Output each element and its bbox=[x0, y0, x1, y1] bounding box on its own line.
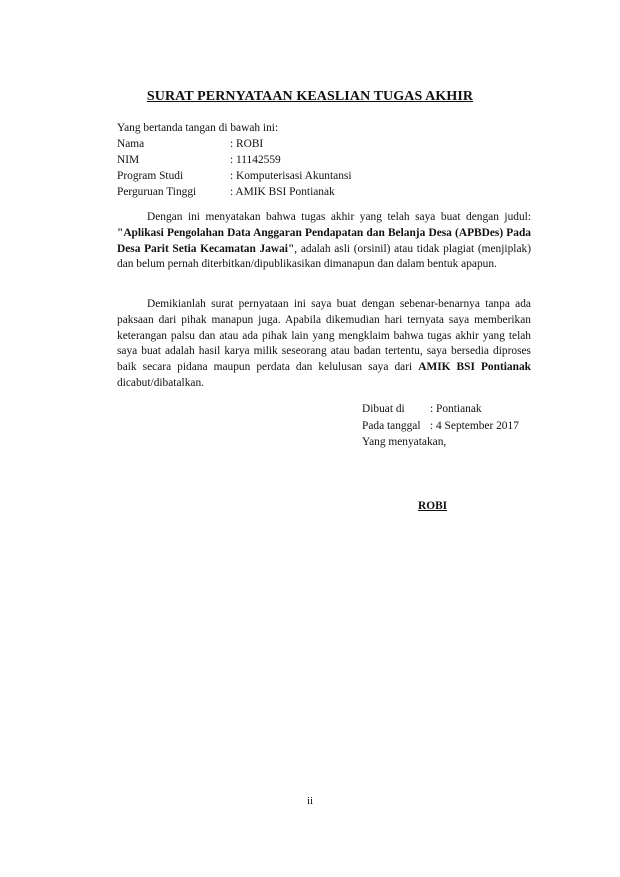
document-title: SURAT PERNYATAAN KEASLIAN TUGAS AKHIR bbox=[146, 89, 474, 104]
closing-text: Yang menyatakan, bbox=[362, 436, 447, 448]
signature-block bbox=[362, 401, 542, 451]
thesis-title: "Aplikasi Pengolahan Data Anggaran Pendapatan dan Belanja Desa (APBDes) Pada Desa Parit Setia Kecamatan Jawai" bbox=[117, 226, 531, 255]
identity-row-program bbox=[117, 168, 531, 184]
signature-date bbox=[362, 418, 542, 435]
identity-row-name bbox=[117, 136, 531, 152]
date-value: : 4 September 2017 bbox=[430, 419, 519, 432]
place-label: Dibuat di bbox=[362, 403, 405, 415]
statement-text: Dengan ini menyatakan bahwa tugas akhir yang telah saya buat dengan judul: bbox=[147, 211, 531, 223]
identity-value: : ROBI bbox=[230, 138, 264, 150]
statement-text-end: , adalah asli (orsinil) atau tidak plagiat (menjiplak) dan belum pernah diterbitkan/dipublikasikan dimanapun dan dalam bentuk apapun. bbox=[117, 242, 531, 271]
identity-value: : 11142559 bbox=[230, 154, 281, 166]
declaration-paragraph bbox=[117, 297, 531, 392]
page-number: ii bbox=[306, 795, 314, 807]
place-value: : Pontianak bbox=[430, 403, 482, 415]
declaration-text-end: dicabut/dibatalkan. bbox=[117, 376, 204, 389]
identity-row-institution bbox=[117, 184, 531, 200]
identity-value: : AMIK BSI Pontianak bbox=[230, 186, 335, 198]
identity-label: Nama bbox=[117, 138, 145, 150]
intro-text: Yang bertanda tangan di bawah ini: bbox=[117, 122, 279, 134]
identity-label: NIM bbox=[117, 154, 140, 166]
signature-place bbox=[362, 401, 542, 418]
signer-name: ROBI bbox=[418, 500, 448, 512]
identity-value: : Komputerisasi Akuntansi bbox=[230, 170, 352, 182]
identity-label: Perguruan Tinggi bbox=[117, 186, 197, 198]
identity-block bbox=[117, 120, 531, 200]
identity-row-nim bbox=[117, 152, 531, 168]
institution-name: AMIK BSI Pontianak bbox=[418, 361, 531, 374]
identity-label: Program Studi bbox=[117, 170, 184, 182]
date-label: Pada tanggal bbox=[362, 419, 421, 432]
declaration-text: Demikianlah surat pernyataan ini saya buat dengan sebenar-benarnya tanpa ada paksaan dari pihak manapun juga. Apabila dikemudian hari ternyata saya memberikan keterangan palsu dan atau ada pihak lain yang mengklaim bahwa tugas akhir yang telah saya buat adalah hasil karya milik seseorang atau badan tertentu, saya bersedia diproses baik secara pidana maupun perdata dan kelulusan saya dari bbox=[117, 298, 531, 374]
statement-paragraph bbox=[117, 210, 531, 273]
